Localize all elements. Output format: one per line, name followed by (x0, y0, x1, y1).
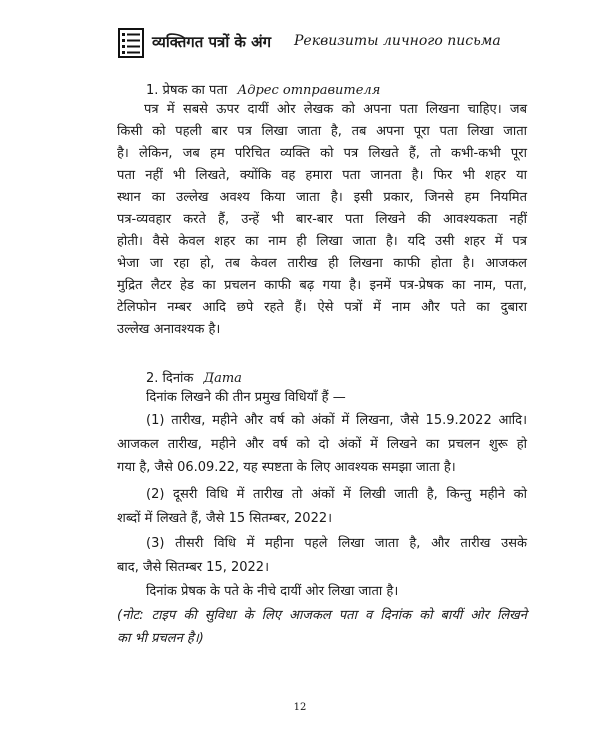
section1-line-6: होती। वैसे केवल शहर का नाम ही लिखा जाता है। यदि उसी शहर में पत्र (117, 234, 527, 249)
section1-line-2: है। लेकिन, जब हम परिचित व्यक्ति को पत्र लिखते हैं, तो कभी-कभी पूरा (117, 146, 527, 161)
header-title: व्यक्तिगत पत्रों के अंग (152, 33, 272, 51)
section-header (118, 28, 578, 64)
section1-line-1: किसी को पहली बार पत्र लिखा जाता है, तब अपना पूरा पता लिखा जाता (117, 124, 527, 139)
section2-line-0: दिनांक लिखने की तीन प्रमुख विधियाँ हैं — (146, 390, 346, 405)
section1-title-ru: Адрес отправителя (237, 83, 381, 98)
section2-number: 2. (146, 371, 159, 386)
section1-line-10: उल्लेख अनावश्यक है। (117, 322, 221, 337)
section2-line-6: (3) तीसरी विधि में महीना पहले लिखा जाता है, और तारीख उसके (146, 536, 527, 551)
section2-note-line-1: का भी प्रचलन है।) (117, 631, 204, 646)
section2-line-4: (2) दूसरी विधि में तारीख तो अंकों में लिखी जाती है, किन्तु महीने को (146, 487, 527, 502)
section1-line-7: भेजा जा रहा हो, तब केवल तारीख ही लिखना काफी होता है। आजकल (117, 256, 527, 271)
section2-heading (146, 368, 242, 386)
section1-heading (146, 80, 380, 98)
header-subtitle: Реквизиты личного письма (294, 33, 501, 49)
section1-line-9: टेलिफोन नम्बर आदि छपे रहते हैं। ऐसे पत्रों में नाम और पते का दुबारा (117, 300, 527, 315)
page-number: 12 (293, 702, 307, 713)
checklist-icon (118, 28, 144, 58)
section2-line-2: आजकल तारीख, महीने और वर्ष को दो अंकों में लिखने का प्रचलन शुरू हो (117, 437, 527, 452)
section2-title-ru: Дата (203, 371, 242, 386)
section2-line-7: बाद, जैसे सितम्बर 15, 2022। (117, 560, 270, 575)
section2-line-3: गया है, जैसे 06.09.22, यह स्पष्टता के लिए आवश्यक समझा जाता है। (117, 460, 456, 475)
section1-line-0: पत्र में सबसे ऊपर दायीं ओर लेखक को अपना पता लिखना चाहिए। जब (144, 102, 527, 117)
section1-line-4: स्थान का उल्लेख अवश्य किया जाता है। इसी प्रकार, जिनसे हम नियमित (117, 190, 527, 205)
section1-line-5: पत्र-व्यवहार करते हैं, उन्हें भी बार-बार पता लिखने की आवश्यकता नहीं (117, 212, 527, 227)
section1-line-3: पता नहीं भी लिखते, क्योंकि वह हमारा पता जानता है। फिर भी शहर या (117, 168, 527, 183)
section1-title: प्रेषक का पता (162, 83, 228, 98)
section2-line-8: दिनांक प्रेषक के पते के नीचे दायीं ओर लिखा जाता है। (146, 584, 399, 599)
section2-note-line-0: (नोट: टाइप की सुविधा के लिए आजकल पता व दिनांक को बायीं ओर लिखने (117, 608, 527, 623)
section2-line-5: शब्दों में लिखते हैं, जैसे 15 सितम्बर, 2022। (117, 511, 333, 526)
section2-title: दिनांक (162, 371, 194, 386)
section1-line-8: मुद्रित लैटर हेड का प्रचलन काफी बढ़ गया है। इनमें पत्र-प्रेषक का नाम, पता, (117, 278, 527, 293)
section2-line-1: (1) तारीख, महीने और वर्ष को अंकों में लिखना, जैसे 15.9.2022 आदि। (146, 413, 527, 428)
section1-number: 1. (146, 83, 159, 98)
